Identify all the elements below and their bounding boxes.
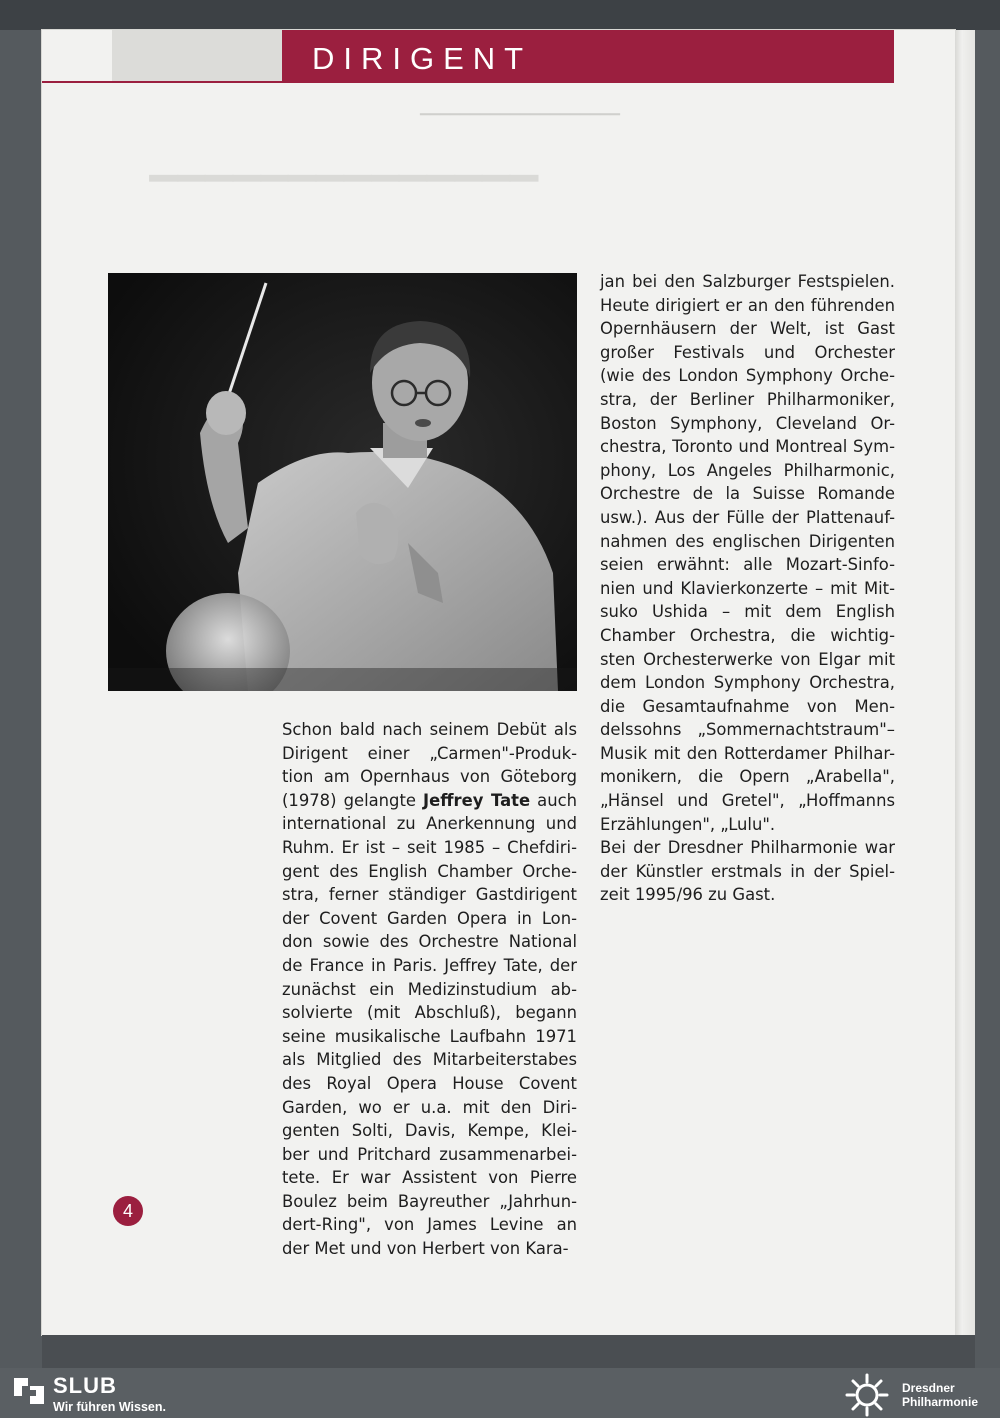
article-line: seine musikalische Laufbahn 1971 bbox=[282, 1026, 577, 1046]
article-line: Schon bald nach seinem Debüt als bbox=[282, 720, 577, 739]
article-line: Bei der Dresdner Philharmonie war bbox=[600, 838, 895, 858]
article-line: zeit 1995/96 zu Gast. bbox=[600, 885, 776, 905]
article-line: monikern, die Opern „Arabella", bbox=[600, 767, 895, 787]
conductor-name: Jeffrey Tate bbox=[423, 790, 531, 810]
article-line: dert-Ring", von James Levine an bbox=[282, 1215, 577, 1235]
article-line: suko Ushida – mit dem English bbox=[600, 602, 895, 622]
article-line: der Covent Garden Opera in Lon- bbox=[282, 908, 577, 928]
slub-logo-icon bbox=[12, 1376, 46, 1406]
article-line: sten Orchesterwerke von Elgar mit bbox=[600, 649, 895, 669]
article-text-right-column bbox=[600, 270, 895, 907]
scan-background-top bbox=[0, 0, 1000, 30]
article-line: der Künstler erstmals in der Spiel- bbox=[600, 861, 895, 881]
scan-background-bottom bbox=[42, 1335, 975, 1368]
article-line: Dirigent einer „Carmen"-Produk- bbox=[282, 743, 577, 763]
article-line: Boston Symphony, Cleveland Or- bbox=[600, 413, 895, 433]
article-text-left-column bbox=[282, 718, 577, 1261]
conductor-photo bbox=[108, 273, 577, 691]
conductor-photo-image bbox=[108, 273, 577, 691]
header-rule bbox=[42, 81, 894, 83]
partner-name-line2: Philharmonie bbox=[902, 1395, 979, 1409]
article-line: als Mitglied des Mitarbeiterstabes bbox=[282, 1050, 577, 1070]
article-line: „Hänsel und Gretel", „Hoffmanns bbox=[600, 791, 895, 811]
article-line: zunächst ein Medizinstudium ab- bbox=[282, 979, 577, 999]
article-line: Orchestre de la Suisse Romande bbox=[600, 484, 895, 504]
article-line: Garden, wo er u.a. mit den Diri- bbox=[282, 1097, 577, 1117]
article-line: Opernhäusern der Welt, ist Gast bbox=[600, 319, 895, 339]
article-line: Ruhm. Er ist – seit 1985 – Chefdiri- bbox=[282, 837, 577, 857]
article-line: seien erwähnt: alle Mozart-Sinfo- bbox=[600, 555, 895, 575]
article-line: gent des English Chamber Orche- bbox=[282, 861, 577, 881]
article-line: de France in Paris. Jeffrey Tate, der bbox=[282, 955, 577, 975]
article-line: Boulez beim Bayreuther „Jahrhun- bbox=[282, 1191, 577, 1211]
article-line: Heute dirigiert er an den führenden bbox=[600, 295, 895, 315]
article-line: international zu Anerkennung und bbox=[282, 814, 577, 834]
show-through-texture: ▁▁▁▁▁▁▁▁▁▁▁▁▁▁▁▁▁▁▁▁ bbox=[420, 100, 620, 115]
article-line: des Royal Opera House Covent bbox=[282, 1073, 577, 1093]
article-line: (1978) gelangte Jeffrey Tate auch bbox=[282, 790, 577, 810]
article-line: ber und Pritchard zusammenarbei- bbox=[282, 1144, 577, 1164]
library-tagline: Wir führen Wissen. bbox=[53, 1400, 166, 1414]
library-name: SLUB bbox=[53, 1373, 117, 1398]
article-line: großer Festivals und Orchester bbox=[600, 342, 895, 362]
article-line: stra, der Berliner Philharmoniker, bbox=[600, 389, 895, 409]
article-line: nahmen des englischen Dirigenten bbox=[600, 531, 895, 551]
article-line: solvierte (mit Abschluß), begann bbox=[282, 1003, 577, 1023]
page-edge bbox=[955, 30, 975, 1335]
article-line: die Gesamtaufnahme von Men- bbox=[600, 696, 895, 716]
header-band-shadow bbox=[112, 30, 282, 82]
article-line: jan bei den Salzburger Festspielen. bbox=[600, 272, 895, 291]
article-line: delssohns „Sommernachtstraum"– bbox=[600, 720, 895, 740]
article-line: stra, ferner ständiger Gastdirigent bbox=[282, 885, 577, 905]
partner-name bbox=[902, 1381, 978, 1409]
article-line: chestra, Toronto und Montreal Sym- bbox=[600, 437, 895, 457]
dresdner-philharmonie-logo-icon bbox=[842, 1372, 892, 1418]
article-line: Erzählungen", „Lulu". bbox=[600, 814, 776, 834]
article-line: tion am Opernhaus von Göteborg bbox=[282, 767, 577, 787]
section-title: DIRIGENT bbox=[312, 41, 533, 76]
article-line: dem London Symphony Orchestra, bbox=[600, 673, 895, 693]
show-through-texture: ▔▔▔▔▔▔▔▔▔▔▔▔▔▔ bbox=[150, 176, 538, 217]
page-number: 4 bbox=[113, 1196, 143, 1226]
article-line: Musik mit den Rotterdamer Philhar- bbox=[600, 743, 895, 763]
article-line: Chamber Orchestra, die wichtig- bbox=[600, 625, 895, 645]
article-line: tete. Er war Assistent von Pierre bbox=[282, 1168, 577, 1188]
article-line: (wie des London Symphony Orche- bbox=[600, 366, 895, 386]
partner-name-line1: Dresdner bbox=[902, 1381, 955, 1395]
article-line: genten Solti, Davis, Kempe, Klei- bbox=[282, 1121, 577, 1141]
article-line: der Met und von Herbert von Kara- bbox=[282, 1239, 569, 1259]
article-line: nien und Klavierkonzerte – mit Mit- bbox=[600, 578, 895, 598]
article-line: don sowie des Orchestre National bbox=[282, 932, 577, 952]
article-line: usw.). Aus der Fülle der Plattenauf- bbox=[600, 507, 895, 527]
article-line: phony, Los Angeles Philharmonic, bbox=[600, 460, 895, 480]
